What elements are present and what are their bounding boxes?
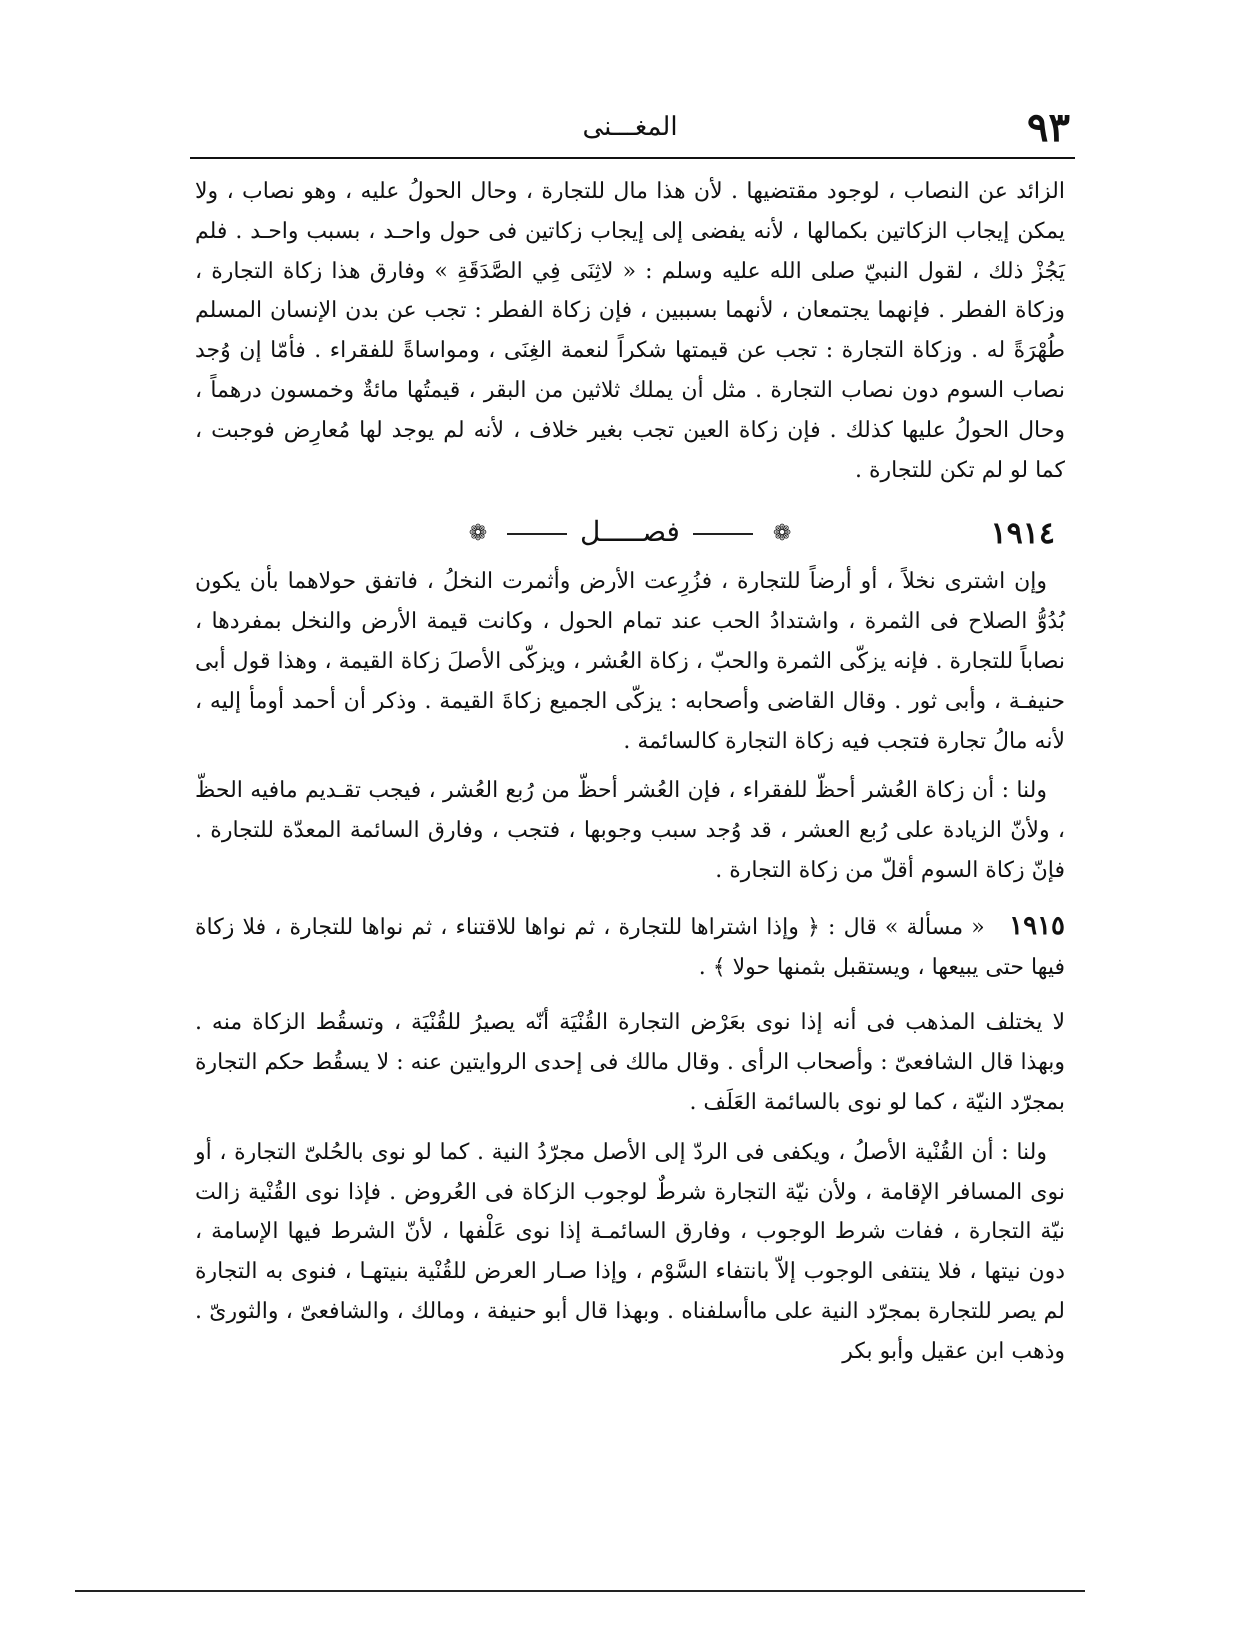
footer-rule [75, 1590, 1085, 1592]
paragraph-top: الزائد عن النصاب ، لوجود مقتضيها . لأن هذا مال للتجارة ، وحال الحولُ عليه ، وهو نصاب ، ولا يمكن إيجاب الزكاتين بكمالها ، لأنه يفضى إلى إيجاب زكاتين فى حول واحـد ، بسبب واحـد . فلم يَجُزْ ذلك ، لقول النبيّ صلى الله عليه وسلم : « لاثِنَى فِي الصَّدَقَةِ » وفارق هذا زكاة التجارة ، وزكاة الفطر . فإنهما يجتمعان ، لأنهما بسببين ، فإن زكاة الفطر : تجب عن بدن الإنسان المسلم طُهْرَةً له . وزكاة التجارة : تجب عن قيمتها شكراً لنعمة الغِنَى ، ومواساةً للفقراء . فأمّا إن وُجد نصاب السوم دون نصاب التجارة . مثل أن يملك ثلاثين من البقر ، قيمتُها مائةٌ وخمسون درهماً ، وحال الحولُ عليها كذلك . فإن زكاة العين تجب بغير خلاف ، لأنه لم يوجد لها مُعارِض فوجبت ، كما لو لم تكن للتجارة . [195, 179, 1065, 483]
section-title-wrapper [195, 512, 1065, 553]
paragraph-section-1: وإن اشترى نخلاً ، أو أرضاً للتجارة ، فزُرِعت الأرض وأثمرت النخلُ ، فاتفق حولاهما بأن يكون بُدُوُّ الصلاح فى الثمرة ، واشتدادُ الحب عند تمام الحول ، وكانت قيمة الأرض والنخل بمفردها ، نصاباً للتجارة . فإنه يزكّى الثمرة والحبّ ، زكاة العُشر ، ويزكّى الأصلَ زكاة القيمة ، وهذا قول أبى حنيفـة ، وأبى ثور . وقال القاضى وأصحابه : يزكّى الجميع زكاةَ القيمة . وذكر أن أحمد أومأ إليه ، لأنه مالُ تجارة فتجب فيه زكاة التجارة كالسائمة . [195, 569, 1065, 754]
ornament-right-icon: ❁ [772, 520, 792, 546]
page-body [195, 172, 1065, 1372]
section-number: ١٩١٤ [990, 516, 1055, 552]
header-rule [190, 157, 1075, 159]
page-header [190, 100, 1070, 160]
issue-number: ١٩١٥ [1009, 910, 1065, 941]
paragraph-bottom-1: لا يختلف المذهب فى أنه إذا نوى بعَرْض التجارة القُنْيَة أنّه يصيرُ للقُنْيَة ، وتسقُط الزكاة منه . وبهذا قال الشافعىّ : وأصحاب الرأى . وقال مالك فى إحدى الروايتين عنه : لا يسقُط حكم التجارة بمجرّد النيّة ، كما لو نوى بالسائمة العَلَف . [195, 1010, 1065, 1115]
section-title: فصـــــل [580, 515, 680, 549]
issue-text: « مسألة » قال : ﴿ وإذا اشتراها للتجارة ، ثم نواها للاقتناء ، ثم نواها للتجارة ، فلا زكاة فيها حتى يبيعها ، ويستقبل بثمنها حولا ﴾ . [195, 914, 1065, 980]
section-heading [195, 506, 1065, 562]
paragraph-bottom-2: ولنا : أن القُنْية الأصلُ ، ويكفى فى الردّ إلى الأصل مجرّدُ النية . كما لو نوى بالحُلىّ التجارة ، أو نوى المسافر الإقامة ، ولأن نيّة التجارة شرطٌ لوجوب الزكاة فى العُروض . فإذا نوى القُنْية زالت نيّة التجارة ، ففات شرط الوجوب ، وفارق السائمـة إذا نوى عَلْفها ، لأنّ الشرط فيها الإسامة ، دون نيتها ، فلا ينتفى الوجوب إلاّ بانتفاء السَّوْم ، وإذا صـار العرض للقُنْية بنيتهـا ، فنوى به التجارة لم يصر للتجارة بمجرّد النية على ماأسلفناه . وبهذا قال أبو حنيفة ، ومالك ، والشافعىّ ، والثورىّ . وذهب ابن عقيل وأبو بكر [195, 1139, 1065, 1364]
ornament-dash [693, 533, 753, 535]
running-title: المغـــنى [582, 112, 678, 142]
ornament-left-icon: ❁ [468, 520, 488, 546]
page-number: ٩٣ [1027, 104, 1070, 151]
issue-paragraph [195, 907, 1065, 988]
paragraph-section-2: ولنا : أن زكاة العُشر أحظّ للفقراء ، فإن العُشر أحظّ من رُبع العُشر ، فيجب تقـديم مافيه الحظّ ، ولأنّ الزيادة على رُبع العشر ، قد وُجد سبب وجوبها ، فتجب ، وفارق السائمة المعدّة للتجارة . فإنّ زكاة السوم أقلّ من زكاة التجارة . [195, 778, 1065, 883]
ornament-dash [507, 533, 567, 535]
